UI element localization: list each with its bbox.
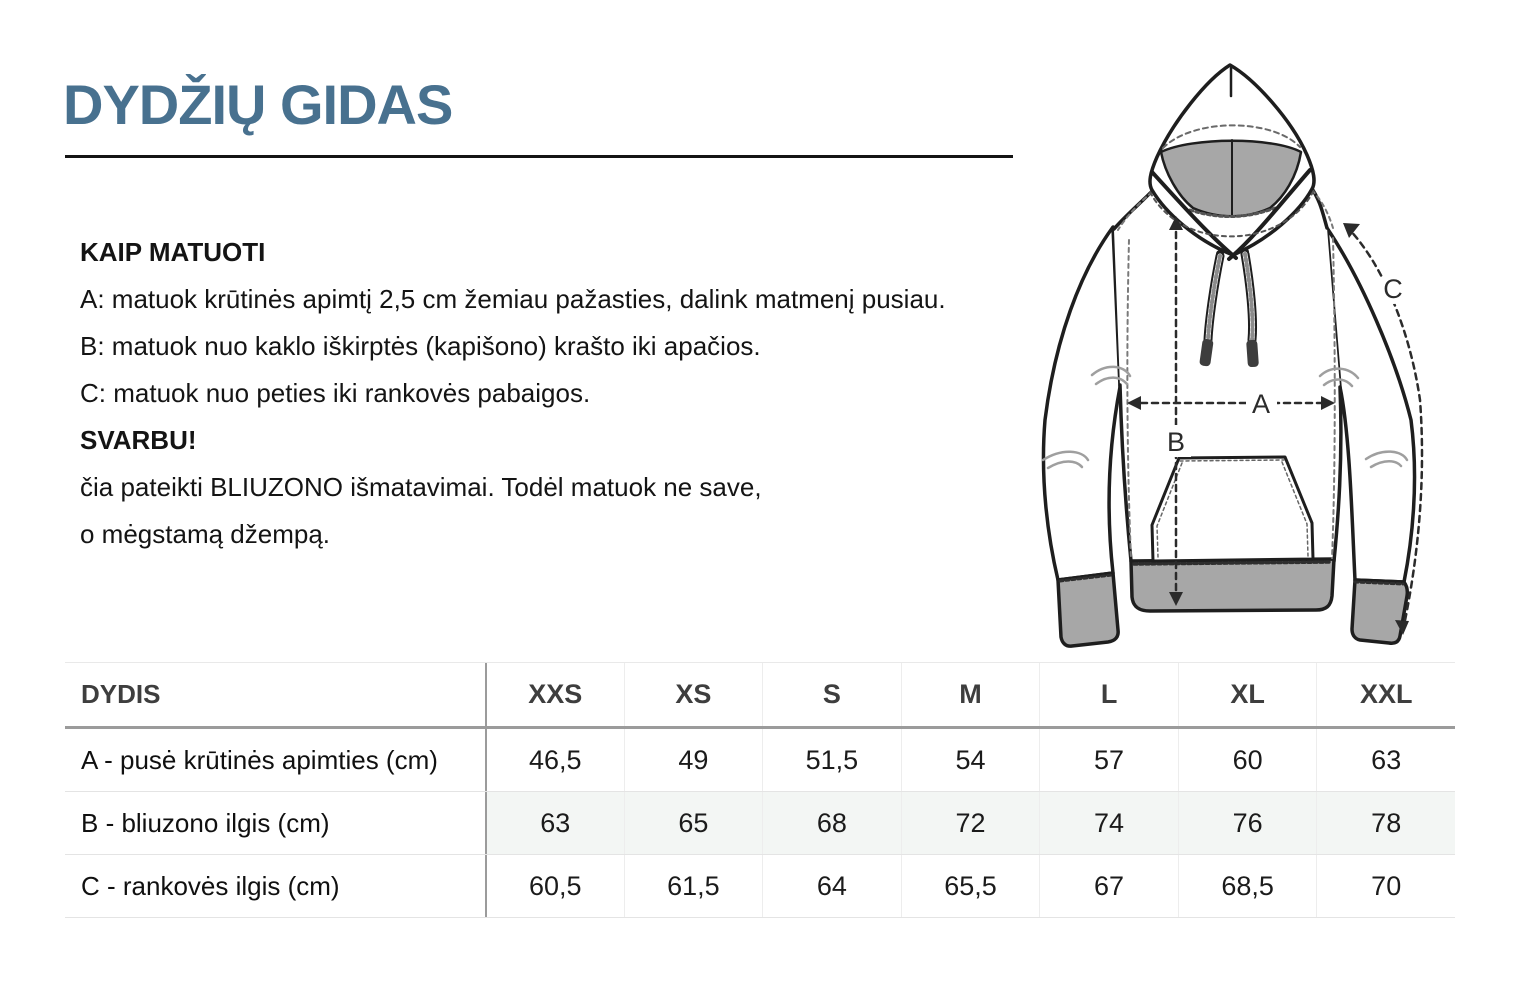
instruction-line-a: A: matuok krūtinės apimtį 2,5 cm žemiau pažasties, dalink matmenį pusiau. <box>80 284 946 314</box>
cell-value: 78 <box>1316 792 1455 854</box>
cell-value: 76 <box>1178 792 1317 854</box>
hoodie-measurement-diagram <box>1030 40 1510 665</box>
diagram-label-c: C <box>1383 274 1403 304</box>
instruction-line-c: C: matuok nuo peties iki rankovės pabaigos. <box>80 378 591 408</box>
cell-value: 51,5 <box>762 729 901 791</box>
sleeve-left <box>1043 227 1120 580</box>
waistband <box>1131 559 1334 611</box>
header-xl: XL <box>1178 663 1317 726</box>
table-row-sleeve <box>65 855 1455 917</box>
table-row-chest <box>65 729 1455 792</box>
diagram-label-b: B <box>1166 427 1186 457</box>
cell-value: 57 <box>1039 729 1178 791</box>
cell-value: 54 <box>901 729 1040 791</box>
page-title: DYDŽIŲ GIDAS <box>63 73 453 136</box>
cell-value: 63 <box>1316 729 1455 791</box>
size-table-header-row <box>65 663 1455 729</box>
measuring-instructions <box>80 238 1060 567</box>
hoodie-diagram-svg <box>1030 40 1510 665</box>
cell-value: 46,5 <box>485 729 624 791</box>
cell-value: 65,5 <box>901 855 1040 917</box>
important-line-1: čia pateikti BLIUZONO išmatavimai. Todėl matuok ne save, <box>80 472 762 502</box>
aglet-right <box>1246 340 1259 368</box>
size-table <box>65 662 1455 918</box>
cell-value: 68 <box>762 792 901 854</box>
cell-value: 60,5 <box>485 855 624 917</box>
important-line-2: o mėgstamą džempą. <box>80 519 331 549</box>
cuff-right <box>1352 580 1407 643</box>
row-label: A - pusė krūtinės apimties (cm) <box>81 744 438 775</box>
header-m: M <box>901 663 1040 726</box>
diagram-label-a: A <box>1251 389 1271 419</box>
header-xxs: XXS <box>485 663 624 726</box>
instruction-line-b: B: matuok nuo kaklo iškirptės (kapišono) krašto iki apačios. <box>80 331 761 361</box>
cell-value: 61,5 <box>624 855 763 917</box>
cell-value: 49 <box>624 729 763 791</box>
cell-value: 60 <box>1178 729 1317 791</box>
cell-value: 67 <box>1039 855 1178 917</box>
row-label: C - rankovės ilgis (cm) <box>81 870 340 901</box>
header-xs: XS <box>624 663 763 726</box>
cell-value: 68,5 <box>1178 855 1317 917</box>
table-row-length <box>65 792 1455 855</box>
how-to-heading: KAIP MATUOTI <box>80 237 266 267</box>
cell-value: 63 <box>485 792 624 854</box>
header-xxl: XXL <box>1316 663 1455 726</box>
cuff-left <box>1058 573 1118 646</box>
cell-value: 72 <box>901 792 1040 854</box>
cell-value: 65 <box>624 792 763 854</box>
header-l: L <box>1039 663 1178 726</box>
cell-value: 74 <box>1039 792 1178 854</box>
header-s: S <box>762 663 901 726</box>
row-label: B - bliuzono ilgis (cm) <box>81 807 330 838</box>
cell-value: 64 <box>762 855 901 917</box>
cell-value: 70 <box>1316 855 1455 917</box>
title-underline <box>65 155 1013 158</box>
important-heading: SVARBU! <box>80 425 197 455</box>
header-dydis: DYDIS <box>81 679 161 709</box>
